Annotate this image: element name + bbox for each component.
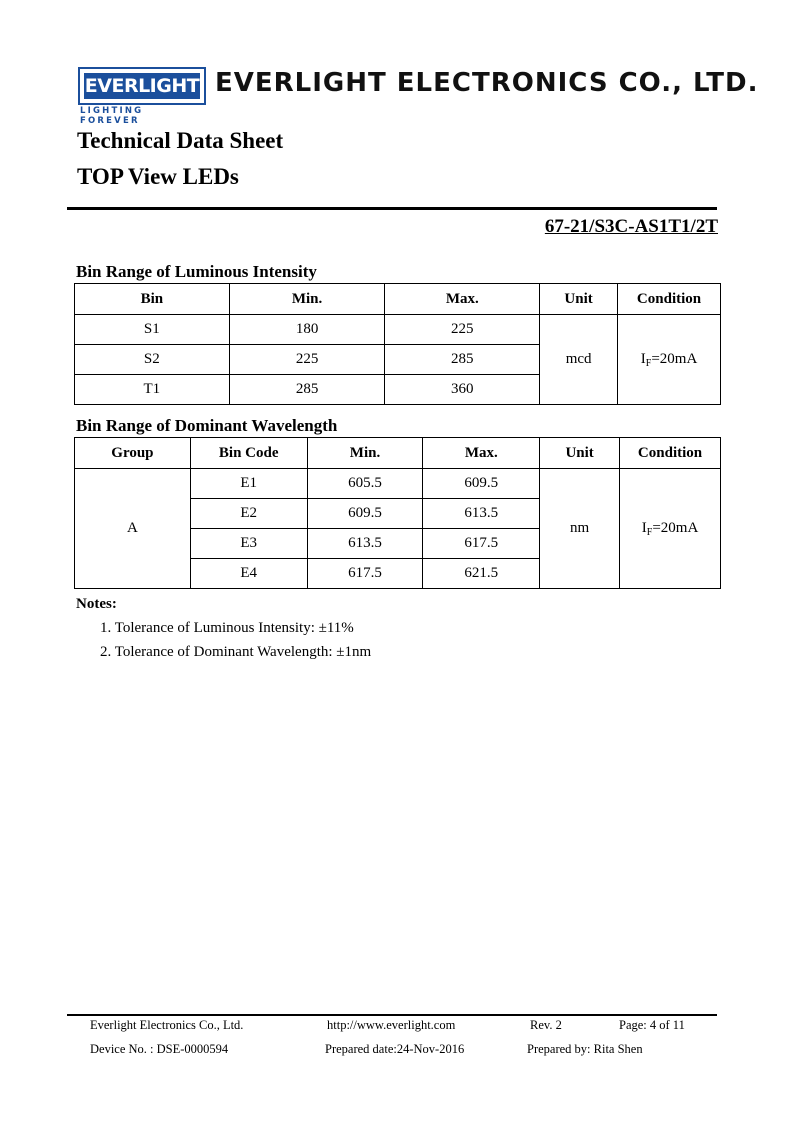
- table-header-row: [75, 438, 721, 469]
- table-row: [75, 469, 721, 499]
- company-logo: [78, 67, 206, 105]
- max-cell: 360: [385, 375, 540, 405]
- condition-symbol: I: [640, 351, 646, 367]
- min-cell: 605.5: [307, 469, 423, 499]
- column-header-max: Max.: [385, 284, 540, 315]
- max-cell: 617.5: [423, 529, 540, 559]
- bin-cell: S1: [75, 315, 230, 345]
- condition-subscript: F: [645, 358, 652, 369]
- footer-revision: Rev. 2: [530, 1018, 562, 1032]
- condition-value: =20mA: [652, 520, 699, 536]
- condition-cell: [620, 469, 721, 589]
- bin-code-cell: E2: [190, 499, 307, 529]
- min-cell: 180: [229, 315, 385, 345]
- footer-prepared-date: Prepared date:24-Nov-2016: [325, 1042, 465, 1056]
- min-cell: 613.5: [307, 529, 423, 559]
- column-header-condition: Condition: [618, 284, 721, 315]
- min-cell: 617.5: [307, 559, 423, 589]
- max-cell: 225: [385, 315, 540, 345]
- footer-url[interactable]: http://www.everlight.com: [327, 1018, 456, 1032]
- min-cell: 285: [229, 375, 385, 405]
- logo-text: EVERLIGHT: [84, 75, 200, 97]
- min-cell: 225: [229, 345, 385, 375]
- column-header-group: Group: [75, 438, 191, 469]
- header-divider: [67, 207, 717, 210]
- bin-code-cell: E1: [190, 469, 307, 499]
- bin-cell: T1: [75, 375, 230, 405]
- condition-cell: [618, 315, 721, 405]
- bin-code-cell: E4: [190, 559, 307, 589]
- footer-prepared-by: Prepared by: Rita Shen: [527, 1042, 643, 1056]
- column-header-condition: Condition: [620, 438, 721, 469]
- logo-badge: [83, 72, 201, 100]
- company-name: EVERLIGHT ELECTRONICS CO., LTD.: [215, 68, 759, 98]
- group-cell: A: [75, 469, 191, 589]
- footer-page-number: Page: 4 of 11: [619, 1018, 685, 1032]
- table-row: [75, 315, 721, 345]
- column-header-min: Min.: [307, 438, 423, 469]
- column-header-bin-code: Bin Code: [190, 438, 307, 469]
- column-header-unit: Unit: [540, 438, 620, 469]
- column-header-min: Min.: [229, 284, 385, 315]
- max-cell: 621.5: [423, 559, 540, 589]
- condition-subscript: F: [646, 527, 653, 538]
- table-header-row: [75, 284, 721, 315]
- column-header-bin: Bin: [75, 284, 230, 315]
- footer-divider: [67, 1014, 717, 1016]
- wavelength-section-title: Bin Range of Dominant Wavelength: [76, 416, 338, 435]
- column-header-unit: Unit: [540, 284, 618, 315]
- notes-title: Notes:: [76, 596, 117, 612]
- footer-company: Everlight Electronics Co., Ltd.: [90, 1018, 244, 1032]
- max-cell: 609.5: [423, 469, 540, 499]
- dominant-wavelength-table: [74, 437, 721, 589]
- bin-cell: S2: [75, 345, 230, 375]
- luminous-intensity-table: [74, 283, 721, 405]
- note-item: 1. Tolerance of Luminous Intensity: ±11%: [100, 620, 354, 636]
- document-subtitle: TOP View LEDs: [77, 164, 239, 189]
- max-cell: 613.5: [423, 499, 540, 529]
- condition-value: =20mA: [651, 351, 698, 367]
- logo-tagline: LIGHTING FOREVER: [80, 106, 144, 126]
- bin-code-cell: E3: [190, 529, 307, 559]
- luminous-section-title: Bin Range of Luminous Intensity: [76, 262, 317, 281]
- unit-cell: mcd: [540, 315, 618, 405]
- condition-symbol: I: [641, 520, 647, 536]
- max-cell: 285: [385, 345, 540, 375]
- footer-device-number: Device No. : DSE-0000594: [90, 1042, 229, 1056]
- min-cell: 609.5: [307, 499, 423, 529]
- note-item: 2. Tolerance of Dominant Wavelength: ±1nm: [100, 644, 372, 660]
- unit-cell: nm: [540, 469, 620, 589]
- column-header-max: Max.: [423, 438, 540, 469]
- document-title: Technical Data Sheet: [77, 128, 284, 153]
- part-number: 67-21/S3C-AS1T1/2T: [544, 216, 718, 237]
